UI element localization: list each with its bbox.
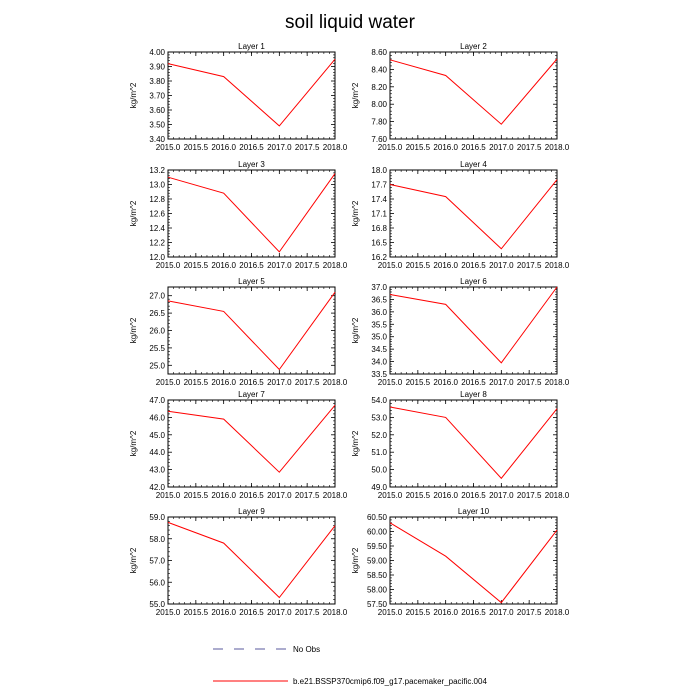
x-tick-label: 2016.0	[211, 608, 236, 617]
series-line	[168, 405, 335, 472]
x-tick-label: 2018.0	[544, 378, 570, 387]
x-tick-label: 2015.0	[155, 261, 181, 270]
x-tick-label: 2015.5	[405, 491, 431, 500]
panel-grid	[129, 42, 570, 617]
plot-frame	[390, 52, 557, 139]
x-tick-label: 2018.0	[322, 378, 348, 387]
y-tick-label: 17.1	[371, 209, 387, 219]
panel-title: Layer 7	[238, 390, 265, 399]
panel-title: Layer 8	[460, 390, 487, 399]
y-tick-label: 12.0	[149, 253, 165, 262]
y-tick-label: 16.2	[371, 253, 387, 262]
y-tick-label: 26.5	[149, 309, 165, 319]
x-tick-label: 2016.0	[433, 378, 458, 387]
panel-8	[351, 390, 570, 500]
plot-frame	[168, 52, 335, 139]
x-tick-label: 2015.0	[155, 143, 181, 152]
x-tick-label: 2017.0	[489, 608, 514, 617]
y-tick-label: 3.40	[149, 135, 165, 144]
y-tick-label: 34.5	[371, 345, 387, 355]
x-tick-label: 2017.5	[294, 261, 320, 270]
panel-title: Layer 3	[238, 160, 265, 169]
x-tick-label: 2015.0	[155, 491, 181, 500]
x-tick-label: 2017.0	[489, 143, 514, 152]
y-tick-label: 42.0	[149, 483, 165, 492]
y-tick-label: 47.0	[149, 396, 165, 405]
y-tick-label: 8.00	[371, 100, 387, 110]
plot-frame	[390, 287, 557, 374]
legend	[213, 645, 487, 686]
x-tick-label: 2017.0	[489, 378, 514, 387]
x-tick-label: 2015.5	[183, 491, 209, 500]
panel-3	[129, 160, 348, 270]
panel-7	[129, 390, 348, 500]
y-tick-label: 55.0	[149, 600, 165, 609]
y-tick-label: 35.0	[371, 332, 387, 342]
panel-2	[351, 42, 570, 152]
x-tick-label: 2016.5	[461, 143, 486, 152]
series-line	[168, 59, 335, 126]
y-tick-label: 56.0	[149, 578, 165, 588]
x-tick-label: 2016.0	[211, 491, 236, 500]
x-tick-label: 2015.5	[405, 261, 431, 270]
plot-frame	[390, 517, 557, 604]
x-tick-label: 2017.0	[267, 491, 292, 500]
series-line	[390, 287, 557, 363]
x-tick-label: 2016.5	[239, 143, 264, 152]
panel-title: Layer 9	[238, 507, 265, 516]
x-tick-label: 2018.0	[544, 491, 570, 500]
y-tick-label: 12.6	[149, 209, 165, 219]
x-tick-label: 2015.0	[155, 608, 181, 617]
y-axis-label: kg/m^2	[351, 317, 360, 344]
x-tick-label: 2017.5	[294, 378, 320, 387]
x-tick-label: 2017.0	[267, 378, 292, 387]
figure-title: soil liquid water	[285, 12, 415, 33]
y-tick-label: 45.0	[149, 430, 165, 440]
series-line	[390, 523, 557, 603]
y-tick-label: 51.0	[371, 448, 387, 458]
y-tick-label: 8.20	[371, 82, 387, 92]
y-tick-label: 3.80	[149, 77, 165, 86]
plot-frame	[168, 170, 335, 257]
y-tick-label: 25.0	[149, 361, 165, 371]
y-tick-label: 54.0	[371, 396, 387, 405]
x-tick-label: 2015.0	[155, 378, 181, 387]
x-tick-label: 2016.5	[239, 378, 264, 387]
y-tick-label: 12.8	[149, 195, 165, 204]
x-tick-label: 2015.0	[377, 143, 403, 152]
y-tick-label: 12.4	[149, 224, 165, 233]
series-line	[168, 292, 335, 369]
series-line	[168, 174, 335, 252]
y-tick-label: 3.90	[149, 62, 165, 72]
y-tick-label: 37.0	[371, 283, 387, 292]
y-tick-label: 17.7	[371, 180, 387, 190]
plot-frame	[168, 517, 335, 604]
x-tick-label: 2017.5	[516, 378, 542, 387]
plot-frame	[390, 170, 557, 257]
y-axis-label: kg/m^2	[351, 430, 360, 457]
x-tick-label: 2015.5	[405, 143, 431, 152]
x-tick-label: 2016.0	[433, 261, 458, 270]
x-tick-label: 2015.5	[183, 261, 209, 270]
y-axis-label: kg/m^2	[351, 82, 360, 109]
y-tick-label: 3.50	[149, 120, 165, 130]
y-tick-label: 36.5	[371, 295, 387, 305]
x-tick-label: 2015.0	[377, 261, 403, 270]
panel-1	[129, 42, 348, 152]
x-tick-label: 2015.0	[377, 608, 403, 617]
y-axis-label: kg/m^2	[129, 200, 138, 227]
x-tick-label: 2018.0	[322, 608, 348, 617]
panel-9	[129, 507, 348, 617]
legend-model-label: b.e21.BSSP370cmip6.f09_g17.pacemaker_pacific.004	[293, 677, 487, 686]
y-axis-label: kg/m^2	[351, 547, 360, 574]
x-tick-label: 2016.5	[239, 261, 264, 270]
x-tick-label: 2017.5	[294, 491, 320, 500]
y-tick-label: 13.0	[149, 180, 165, 190]
x-tick-label: 2018.0	[322, 143, 348, 152]
x-tick-label: 2018.0	[322, 261, 348, 270]
panel-4	[351, 160, 570, 270]
x-tick-label: 2015.0	[377, 491, 403, 500]
panel-5	[129, 277, 348, 387]
y-axis-label: kg/m^2	[129, 317, 138, 344]
panel-title: Layer 1	[238, 42, 265, 51]
x-tick-label: 2016.0	[433, 143, 458, 152]
x-tick-label: 2015.0	[377, 378, 403, 387]
x-tick-label: 2015.5	[183, 143, 209, 152]
y-tick-label: 58.0	[149, 534, 165, 544]
y-tick-label: 57.0	[149, 556, 165, 566]
x-tick-label: 2018.0	[322, 491, 348, 500]
x-tick-label: 2017.5	[294, 608, 320, 617]
x-tick-label: 2017.0	[267, 261, 292, 270]
y-tick-label: 34.0	[371, 357, 387, 367]
x-tick-label: 2016.0	[211, 143, 236, 152]
x-tick-label: 2015.5	[405, 608, 431, 617]
y-tick-label: 46.0	[149, 413, 165, 423]
y-tick-label: 27.0	[149, 291, 165, 301]
x-tick-label: 2018.0	[544, 143, 570, 152]
x-tick-label: 2016.5	[461, 378, 486, 387]
x-tick-label: 2017.5	[294, 143, 320, 152]
y-tick-label: 50.0	[371, 465, 387, 475]
y-tick-label: 57.50	[366, 600, 387, 609]
y-axis-label: kg/m^2	[129, 430, 138, 457]
y-tick-label: 3.70	[149, 91, 165, 101]
panel-6	[351, 277, 570, 387]
y-tick-label: 12.2	[149, 238, 165, 248]
series-line	[390, 59, 557, 124]
series-line	[390, 180, 557, 249]
x-tick-label: 2016.5	[461, 608, 486, 617]
x-tick-label: 2016.0	[211, 378, 236, 387]
y-tick-label: 36.0	[371, 307, 387, 317]
x-tick-label: 2016.5	[461, 491, 486, 500]
y-tick-label: 13.2	[149, 166, 165, 175]
x-tick-label: 2017.0	[267, 143, 292, 152]
y-tick-label: 3.60	[149, 106, 165, 115]
y-tick-label: 25.5	[149, 343, 165, 353]
panel-title: Layer 10	[457, 507, 490, 516]
y-tick-label: 8.40	[371, 65, 387, 75]
panel-10	[351, 507, 570, 617]
y-tick-label: 18.0	[371, 166, 387, 175]
y-tick-label: 52.0	[371, 430, 387, 440]
y-tick-label: 59.00	[366, 556, 387, 566]
y-tick-label: 16.8	[371, 224, 387, 233]
y-tick-label: 16.5	[371, 238, 387, 248]
x-tick-label: 2016.5	[239, 491, 264, 500]
y-tick-label: 35.5	[371, 320, 387, 330]
y-tick-label: 49.0	[371, 483, 387, 492]
y-tick-label: 44.0	[149, 448, 165, 458]
y-tick-label: 8.60	[371, 48, 387, 57]
x-tick-label: 2017.5	[516, 261, 542, 270]
x-tick-label: 2018.0	[544, 261, 570, 270]
x-tick-label: 2017.5	[516, 608, 542, 617]
y-tick-label: 26.0	[149, 326, 165, 336]
x-tick-label: 2017.0	[267, 608, 292, 617]
series-line	[390, 407, 557, 478]
plot-frame	[168, 400, 335, 487]
y-tick-label: 59.0	[149, 513, 165, 522]
x-tick-label: 2016.0	[211, 261, 236, 270]
y-tick-label: 58.00	[366, 585, 387, 595]
x-tick-label: 2016.5	[461, 261, 486, 270]
legend-obs-label: No Obs	[293, 645, 321, 654]
y-tick-label: 4.00	[149, 48, 165, 57]
plot-frame	[168, 287, 335, 374]
y-tick-label: 33.5	[371, 370, 387, 379]
plot-frame	[390, 400, 557, 487]
x-tick-label: 2016.0	[433, 491, 458, 500]
x-tick-label: 2016.5	[239, 608, 264, 617]
y-tick-label: 58.50	[366, 571, 387, 580]
x-tick-label: 2017.0	[489, 491, 514, 500]
x-tick-label: 2015.5	[183, 608, 209, 617]
x-tick-label: 2018.0	[544, 608, 570, 617]
y-axis-label: kg/m^2	[351, 200, 360, 227]
panel-title: Layer 6	[460, 277, 487, 286]
x-tick-label: 2017.5	[516, 143, 542, 152]
series-line	[168, 522, 335, 597]
panel-title: Layer 5	[238, 277, 265, 286]
x-tick-label: 2017.5	[516, 491, 542, 500]
panel-title: Layer 4	[460, 160, 487, 169]
y-tick-label: 60.00	[366, 527, 387, 537]
panel-title: Layer 2	[460, 42, 487, 51]
y-tick-label: 43.0	[149, 465, 165, 475]
y-tick-label: 7.60	[371, 135, 387, 144]
x-tick-label: 2017.0	[489, 261, 514, 270]
y-axis-label: kg/m^2	[129, 547, 138, 574]
y-tick-label: 53.0	[371, 413, 387, 423]
y-tick-label: 7.80	[371, 117, 387, 127]
y-tick-label: 59.50	[366, 542, 387, 551]
x-tick-label: 2015.5	[183, 378, 209, 387]
y-tick-label: 60.50	[366, 513, 387, 522]
x-tick-label: 2016.0	[433, 608, 458, 617]
y-axis-label: kg/m^2	[129, 82, 138, 109]
y-tick-label: 17.4	[371, 195, 387, 204]
x-tick-label: 2015.5	[405, 378, 431, 387]
